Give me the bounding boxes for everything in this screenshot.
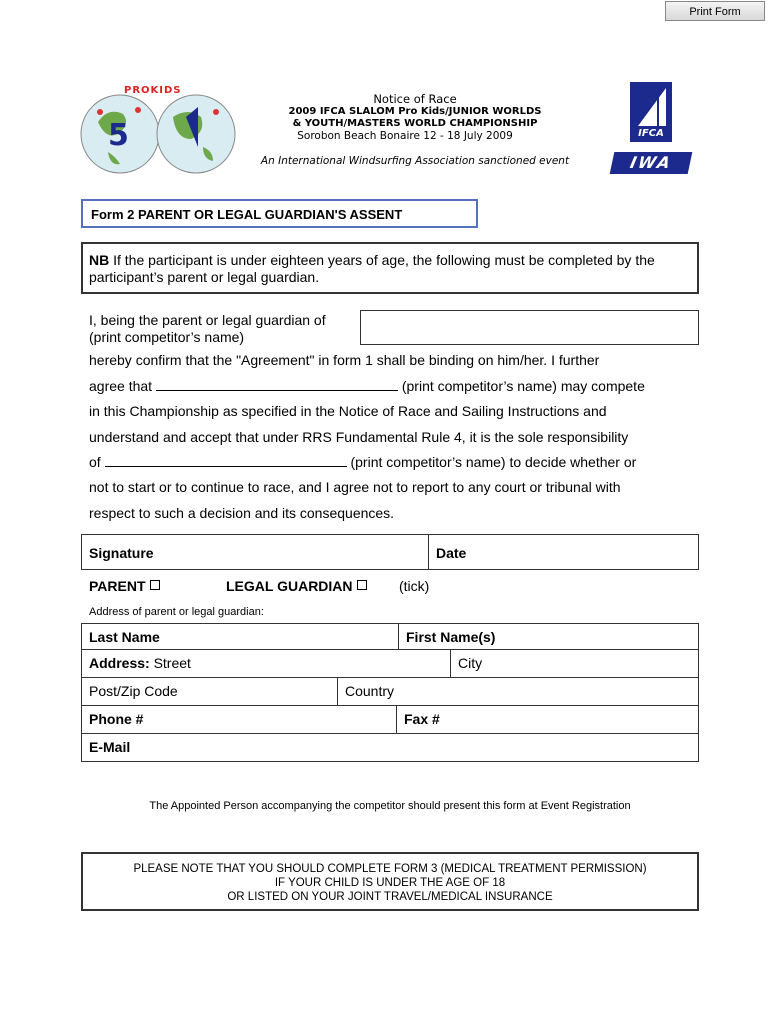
prokids-logo [78,82,238,177]
guardian-checkbox[interactable] [357,580,367,590]
header-line3: Sorobon Beach Bonaire 12 - 18 July 2009 [297,130,513,142]
signature-box [81,534,699,570]
para-line4: understand and accept that under RRS Fundamental Rule 4, it is the sole responsibility [89,429,629,445]
competitor-name-blank-2[interactable] [105,454,347,467]
sanction-text: An International Windsurfing Association sanctioned event [260,155,570,167]
notice-title: Notice of Race [373,92,457,106]
fax-label: Fax # [404,711,440,727]
notice-line1: PLEASE NOTE THAT YOU SHOULD COMPLETE FORM 3 (MEDICAL TREATMENT PERMISSION) [133,863,647,875]
email-field[interactable] [82,734,698,761]
header-line2: & YOUTH/MASTERS WORLD CHAMPIONSHIP [292,118,538,129]
para-line5 [89,454,636,470]
signature-field[interactable] [82,535,429,569]
ifca-text: IFCA [638,128,664,139]
country-label: Country [345,683,395,699]
guardian-option[interactable] [226,578,367,594]
para-line5-end: (print competitor’s name) to decide whether or [350,454,637,470]
date-label: Date [436,545,467,561]
phone-label: Phone # [89,711,144,727]
footer-note: The Appointed Person accompanying the competitor should present this form at Event Registration [149,800,631,812]
para-line6: not to start or to continue to race, and I agree not to report to any court or tribunal with [89,479,621,495]
parent-checkbox[interactable] [150,580,160,590]
parent-option[interactable] [89,578,160,594]
para-line5-start: of [89,454,101,470]
para-line7: respect to such a decision and its consequences. [89,505,395,521]
para-line3: in this Championship as specified in the Notice of Race and Sailing Instructions and [89,403,607,419]
iwa-logo [610,152,693,174]
competitor-name-field[interactable] [360,310,699,345]
address-table [81,623,699,762]
postcode-label: Post/Zip Code [89,683,178,699]
para-line1: hereby confirm that the "Agreement" in form 1 shall be binding on him/her. I further [89,352,600,368]
form-title: Form 2 PARENT OR LEGAL GUARDIAN'S ASSENT [81,199,478,228]
date-field[interactable] [429,535,698,569]
street-field[interactable] [82,650,451,678]
header-line1: 2009 IFCA SLALOM Pro Kids/JUNIOR WORLDS [288,106,542,117]
nb-lead: NB [89,252,110,268]
email-label: E-Mail [89,739,131,755]
nb-text: If the participant is under eighteen years of age, the following must be completed by the participant’s parent or legal guardian. [89,252,655,285]
street-label: Street [149,655,191,671]
city-field[interactable] [451,650,698,678]
first-name-label: First Name(s) [406,629,496,645]
parent-label: PARENT [89,578,146,594]
guardian-line1: I, being the parent or legal guardian of [89,312,326,328]
last-name-field[interactable] [82,624,399,650]
para-line2 [89,378,645,394]
print-form-button[interactable]: Print Form [665,1,765,21]
country-field[interactable] [338,678,698,706]
fax-field[interactable] [397,706,698,734]
guardian-label: LEGAL GUARDIAN [226,578,353,594]
notice-line2: IF YOUR CHILD IS UNDER THE AGE OF 18 [274,877,506,889]
tick-hint: (tick) [399,578,430,594]
notice-line3: OR LISTED ON YOUR JOINT TRAVEL/MEDICAL INSURANCE [227,891,553,903]
nb-box [81,242,699,294]
iwa-text: IWA [628,153,674,172]
para-line2-start: agree that [89,378,153,394]
first-name-field[interactable] [399,624,698,650]
competitor-name-blank-1[interactable] [156,378,398,391]
address-label: Address: [89,655,150,671]
address-caption: Address of parent or legal guardian: [89,606,264,618]
last-name-label: Last Name [89,629,160,645]
signature-label: Signature [89,545,154,561]
ifca-logo [630,82,672,142]
city-label: City [458,655,483,671]
postcode-field[interactable] [82,678,338,706]
phone-field[interactable] [82,706,397,734]
para-line2-end: (print competitor’s name) may compete [401,378,645,394]
medical-notice-box [81,852,699,911]
guardian-line2: (print competitor’s name) [89,329,245,345]
prokids-brand: PROKIDS [124,85,182,96]
prokids-number: 5 [108,118,129,153]
